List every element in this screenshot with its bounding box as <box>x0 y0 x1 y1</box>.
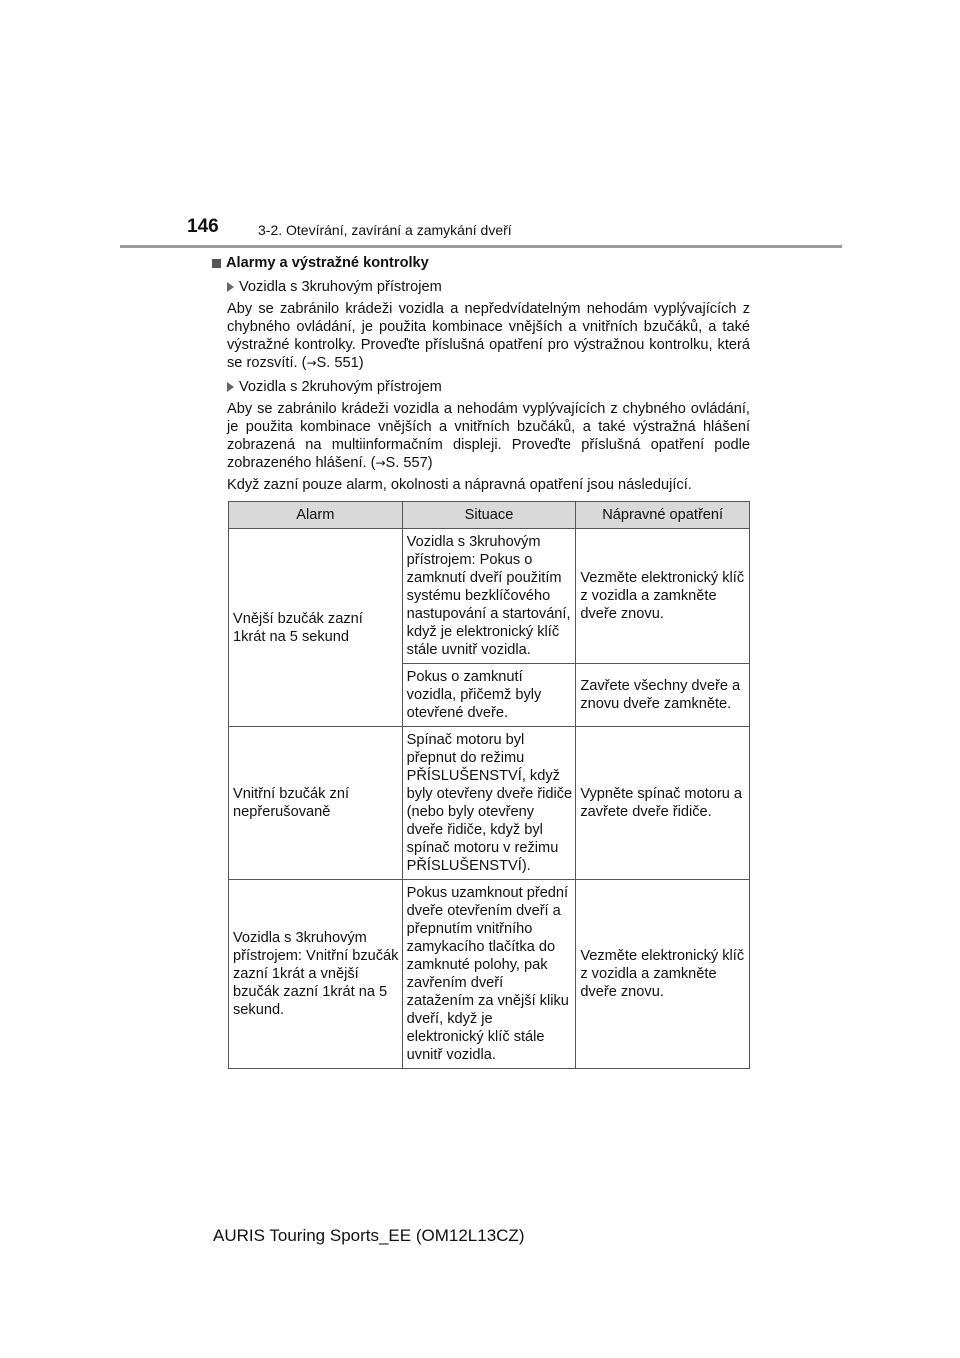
page-reference-557[interactable] <box>375 455 432 471</box>
footer-model-code: AURIS Touring Sports_EE (OM12L13CZ) <box>213 1226 525 1245</box>
situation-cell: Vozidla s 3kruhovým přístrojem: Pokus o zamknutí dveří použitím systému bezklíčového nastupování a startování, když je elektronický klíč stále uvnitř vozidla. <box>402 529 576 664</box>
paragraph-intro-table: Když zazní pouze alarm, okolnosti a nápravná opatření jsou následující. <box>227 477 692 493</box>
subheading-2-gauge <box>227 378 750 396</box>
alarm-table <box>228 501 750 1069</box>
table-row <box>229 880 750 1069</box>
table-header-row <box>229 502 750 529</box>
column-header-situation: Situace <box>402 502 576 529</box>
situation-cell: Spínač motoru byl přepnut do režimu PŘÍSLUŠENSTVÍ, když byly otevřeny dveře řidiče (nebo byly otevřeny dveře řidiče, když byl spínač motoru v režimu PŘÍSLUŠENSTVÍ). <box>402 727 576 880</box>
subheading-3-gauge-text: Vozidla s 3kruhovým přístrojem <box>239 279 442 295</box>
section-content <box>212 254 750 494</box>
page-number: 146 <box>187 216 219 237</box>
table-row <box>229 529 750 664</box>
section-heading <box>212 254 750 272</box>
paragraph-2-gauge <box>227 400 750 472</box>
column-header-alarm: Alarm <box>229 502 403 529</box>
action-cell: Vezměte elektronický klíč z vozidla a zamkněte dveře znovu. <box>576 529 750 664</box>
alarm-cell: Vnitřní bzučák zní nepřerušovaně <box>229 727 403 880</box>
square-bullet-icon <box>212 259 221 268</box>
action-cell: Vypněte spínač motoru a zavřete dveře řidiče. <box>576 727 750 880</box>
table-row <box>229 727 750 880</box>
action-cell: Zavřete všechny dveře a znovu dveře zamkněte. <box>576 664 750 727</box>
arrow-right-icon: → <box>306 356 317 370</box>
page-reference-551-text: S. 551) <box>316 355 364 371</box>
header-divider <box>120 245 842 248</box>
action-cell: Vezměte elektronický klíč z vozidla a zamkněte dveře znovu. <box>576 880 750 1069</box>
alarm-cell: Vnější bzučák zazní 1krát na 5 sekund <box>229 529 403 727</box>
paragraph-2-gauge-text: Aby se zabránilo krádeži vozidla a nehodám vyplývajících z chybného ovládání, je použita kombinace vnějších a vnitřních bzučáků, a také výstražná hlášení zobrazená na multiinformačním displeji. Proveďte příslušná opatření podle zobrazeného hlášení. ( <box>227 401 750 471</box>
subheading-2-gauge-text: Vozidla s 2kruhovým přístrojem <box>239 379 442 395</box>
section-heading-text: Alarmy a výstražné kontrolky <box>226 255 429 271</box>
situation-cell: Pokus uzamknout přední dveře otevřením dveří a přepnutím vnitřního zamykacího tlačítka do zamknuté polohy, pak zavřením dveří zatažením za vnější kliku dveří, když je elektronický klíč stále uvnitř vozidla. <box>402 880 576 1069</box>
triangle-bullet-icon <box>227 382 234 392</box>
page-reference-557-text: S. 557) <box>385 455 433 471</box>
paragraph-3-gauge <box>227 300 750 372</box>
subheading-3-gauge <box>227 278 750 296</box>
arrow-right-icon: → <box>375 456 386 470</box>
paragraph-3-gauge-text: Aby se zabránilo krádeži vozidla a nepředvídatelným nehodám vyplývajících z chybného ovládání, je použita kombinace vnějších a vnitřních bzučáků, a také výstražné kontrolky. Proveďte příslušná opatření pro výstražnou kontrolku, která se rozsvítí. ( <box>227 301 750 371</box>
column-header-action: Nápravné opatření <box>576 502 750 529</box>
situation-cell: Pokus o zamknutí vozidla, přičemž byly otevřené dveře. <box>402 664 576 727</box>
triangle-bullet-icon <box>227 282 234 292</box>
alarm-cell: Vozidla s 3kruhovým přístrojem: Vnitřní bzučák zazní 1krát a vnější bzučák zazní 1krát na 5 sekund. <box>229 880 403 1069</box>
breadcrumb: 3-2. Otevírání, zavírání a zamykání dveří <box>258 222 512 238</box>
page-reference-551[interactable] <box>306 355 363 371</box>
